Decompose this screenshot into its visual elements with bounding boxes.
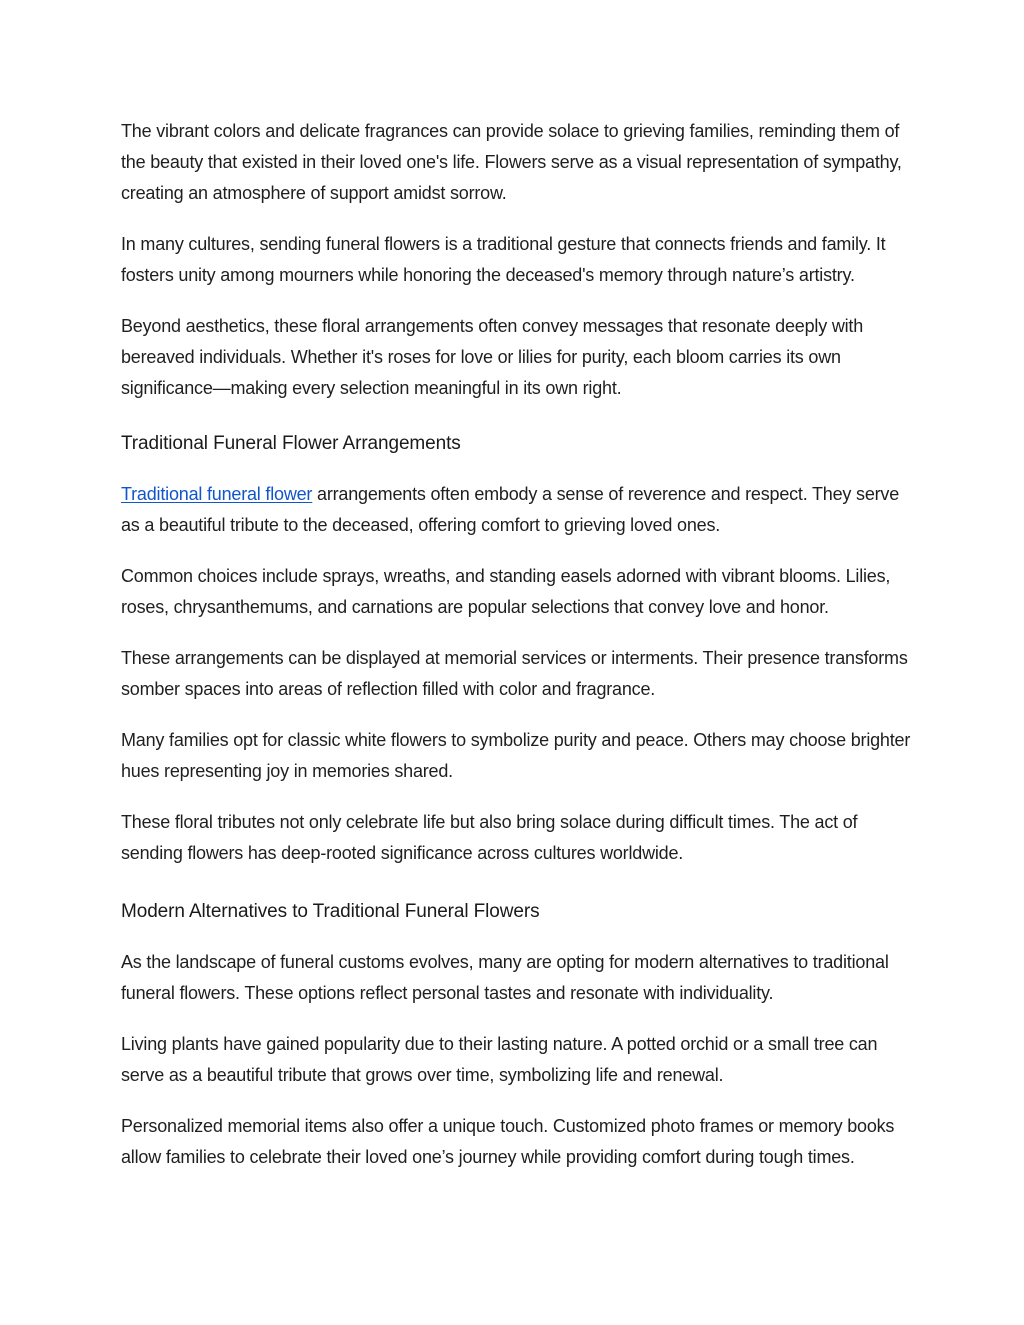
traditional-paragraph-1 — [121, 479, 911, 541]
section-heading-modern: Modern Alternatives to Traditional Funeral Flowers — [121, 901, 540, 922]
traditional-paragraph-3: These arrangements can be displayed at memorial services or interments. Their presence transforms somber spaces into areas of reflection filled with color and fragrance. — [121, 648, 908, 699]
modern-paragraph-2: Living plants have gained popularity due to their lasting nature. A potted orchid or a small tree can serve as a beautiful tribute that grows over time, symbolizing life and renewal. — [121, 1034, 878, 1085]
traditional-funeral-flower-link[interactable]: Traditional funeral flower — [121, 484, 313, 504]
modern-paragraph-3: Personalized memorial items also offer a unique touch. Customized photo frames or memory books allow families to celebrate their loved one’s journey while providing comfort during tough times. — [121, 1116, 895, 1167]
traditional-paragraph-5: These floral tributes not only celebrate life but also bring solace during difficult times. The act of sending flowers has deep-rooted significance across cultures worldwide. — [121, 812, 858, 863]
section-heading-traditional: Traditional Funeral Flower Arrangements — [121, 433, 461, 454]
intro-paragraph-2: In many cultures, sending funeral flowers is a traditional gesture that connects friends and family. It fosters unity among mourners while honoring the deceased's memory through nature’s artistry. — [121, 234, 886, 285]
intro-paragraph-3: Beyond aesthetics, these floral arrangements often convey messages that resonate deeply with bereaved individuals. Whether it's roses for love or lilies for purity, each bloom carries its own significance—making every selection meaningful in its own right. — [121, 316, 864, 398]
traditional-paragraph-1-text: arrangements often embody a sense of reverence and respect. They serve as a beautiful tribute to the deceased, offering comfort to grieving loved ones. — [121, 484, 900, 535]
intro-paragraph-1: The vibrant colors and delicate fragrances can provide solace to grieving families, reminding them of the beauty that existed in their loved one's life. Flowers serve as a visual representation of sympathy, creating an atmosphere of support amidst sorrow. — [121, 121, 902, 203]
traditional-paragraph-4: Many families opt for classic white flowers to symbolize purity and peace. Others may choose brighter hues representing joy in memories shared. — [121, 730, 911, 781]
traditional-paragraph-2: Common choices include sprays, wreaths, and standing easels adorned with vibrant blooms. Lilies, roses, chrysanthemums, and carnations are popular selections that convey love and honor. — [121, 566, 891, 617]
document-page — [121, 116, 911, 1193]
modern-paragraph-1: As the landscape of funeral customs evolves, many are opting for modern alternatives to traditional funeral flowers. These options reflect personal tastes and resonate with individuality. — [121, 952, 889, 1003]
